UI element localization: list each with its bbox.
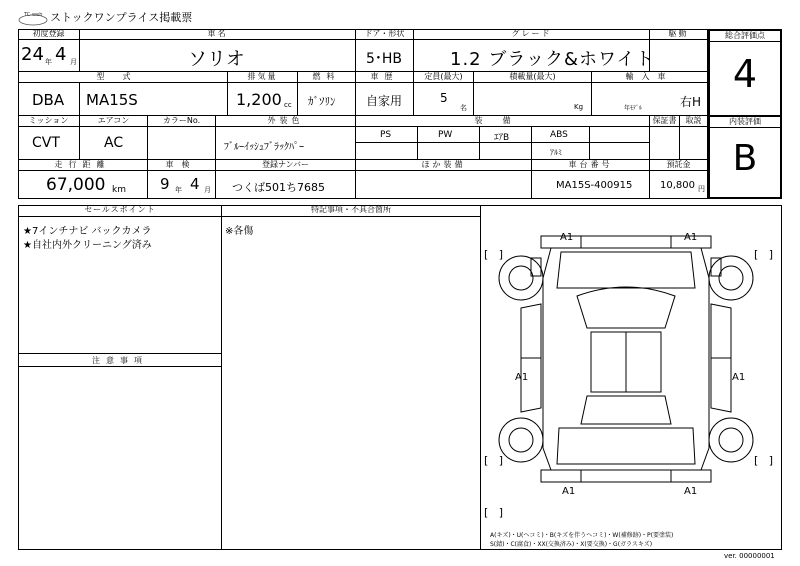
label-sales-points: セールスポイント [18,205,222,217]
page-title: ストックワンプライス掲載票 [50,11,193,24]
label-chassis-no: 車台番号 [532,160,650,171]
deposit-unit: 円 [698,185,705,193]
cell-chassis-no [532,171,650,199]
cell-car-name [80,40,356,72]
sales-point-2: ★自社内外クリーニング済み [23,240,152,251]
overall-score-box [708,29,782,117]
displacement: 1,200 [236,90,282,109]
cell-manual [680,127,708,160]
label-aircon: エアコン [80,116,148,127]
label-color-no: カラーNo. [148,116,216,127]
version: ver. 00000001 [724,552,775,560]
car-name: ソリオ [188,48,245,70]
label-mission: ミッション [18,116,80,127]
label-exterior-color: 外装色 [216,116,356,127]
cell-other-equipment [356,171,532,199]
label-first-reg: 初度登録 [18,29,80,40]
equip-blank-2 [356,143,418,160]
lower-divider-1 [221,205,222,550]
chassis-no: MA15S-400915 [556,180,633,191]
label-import: 輸入車 [592,72,708,83]
mission: CVT [32,135,60,151]
first-reg-year-unit: 年 [45,58,52,66]
cell-fuel [298,83,356,116]
equip-ps: PS [356,127,418,143]
label-mileage: 走行距離 [18,160,148,171]
mileage: 67,000 [46,175,106,195]
inspection-month-unit: 月 [204,186,211,194]
label-interior-score: 内装評価 [710,117,780,128]
cell-plate [216,171,356,199]
usage: 自家用 [366,94,403,108]
label-door-shape: ドア・形状 [356,29,414,40]
overall-score: 4 [732,52,758,96]
label-notes: 特記事項・不具合箇所 [222,205,480,217]
car-damage-diagram [481,218,781,518]
cell-usage [356,83,414,116]
import-year-label: 年ﾓﾃﾞﾙ [624,105,643,112]
cell-aircon [80,127,148,160]
label-capacity: 定員(最大) [414,72,474,83]
sales-point-1: ★7インチナビ バックカメラ [23,226,152,237]
bracket-fl: [ ] [484,248,504,261]
label-car-name: 車名 [80,29,356,40]
cell-door-shape [356,40,414,72]
mileage-unit: km [112,185,126,195]
interior-score: B [732,138,758,179]
cell-model [80,83,228,116]
cell-mileage [18,171,148,199]
label-grade: グレード [414,29,650,40]
cell-load [474,83,592,116]
first-reg-year: 24 [21,44,44,65]
plate: つくば501ち7685 [232,181,325,194]
legend-line-2: S(錆)・C(腐食)・XX(交換済み)・X(要交換)・G(ガラスキズ) [490,541,653,548]
label-caution: 注意事項 [18,353,222,367]
equip-blank-1 [590,127,650,143]
bracket-rr: [ ] [754,454,774,467]
label-warranty: 保証書 [650,116,680,127]
cell-displacement [228,83,298,116]
cell-color-no [148,127,216,160]
model: MA15S [86,91,138,109]
equip-alloy: ｱﾙﾐ [532,143,590,160]
aircon: AC [104,135,124,151]
cell-import [592,83,708,116]
mark-right-side: A1 [732,372,746,383]
load-unit: Kg [574,103,584,111]
equip-blank-4 [480,143,532,160]
deposit: 10,800 [660,180,695,191]
equip-blank-3 [418,143,480,160]
steering: 右H [680,95,702,109]
cell-exterior-color [216,127,356,160]
label-plate: 登録ナンバー [216,160,356,171]
note-1: ※各傷 [225,226,254,237]
label-usage: 車歴 [356,72,414,83]
cell-type-prefix [18,83,80,116]
label-load: 積載量(最大) [474,72,592,83]
cell-mission [18,127,80,160]
logo [18,11,48,23]
label-inspection: 車検 [148,160,216,171]
bracket-bottom: [ ] [484,506,504,519]
inspection-year-unit: 年 [175,186,182,194]
mark-left-side: A1 [515,372,529,383]
label-deposit: 預託金 [650,160,708,171]
label-model: 型式 [18,72,228,83]
cell-grade [414,40,655,72]
cell-deposit [650,171,708,199]
label-displacement: 排気量 [228,72,298,83]
inspection-month: 4 [190,175,200,193]
equip-pw: PW [418,127,480,143]
first-reg-month: 4 [55,44,67,65]
label-overall-score: 総合評価点 [710,31,780,42]
label-drive: 駆動 [650,29,708,40]
mark-front-right: A1 [684,232,698,243]
cell-warranty [650,127,680,160]
equip-airbag: ｴｱB [480,127,532,143]
cell-drive [650,40,708,72]
mark-front-left: A1 [560,232,574,243]
grade: 1.2 ブラック&ホワイト [450,49,655,70]
interior-score-box [708,115,782,199]
label-manual: 取説 [680,116,708,127]
bracket-rl: [ ] [484,454,504,467]
exterior-color: ﾌﾞﾙｰｲｯｼｭﾌﾞﾗｯｸﾊﾟｰ [224,142,304,153]
mark-rear-left: A1 [562,486,576,497]
first-reg-month-unit: 月 [70,58,77,66]
type-prefix: DBA [32,91,65,109]
door-shape: 5･HB [366,51,403,67]
equip-abs: ABS [532,127,590,143]
mark-rear-right: A1 [684,486,698,497]
capacity: 5 [440,91,448,105]
inspection-year: 9 [160,175,170,193]
legend-line-1: A(キズ)・U(ヘコミ)・B(キズを伴うヘコミ)・W(補修跡)・P(要塗装) [490,532,674,539]
label-equipment: 装備 [356,116,650,127]
capacity-unit: 名 [460,104,467,112]
cell-capacity [414,83,474,116]
bracket-fr: [ ] [754,248,774,261]
label-fuel: 燃料 [298,72,356,83]
fuel: ｶﾞｿﾘﾝ [308,95,336,108]
displacement-unit: cc [284,101,292,109]
cell-inspection [148,171,216,199]
logo-text: TC-web [24,12,43,18]
cell-first-reg [18,40,80,72]
equip-blank-5 [590,143,650,160]
label-other-equipment: ほか装備 [356,160,532,171]
